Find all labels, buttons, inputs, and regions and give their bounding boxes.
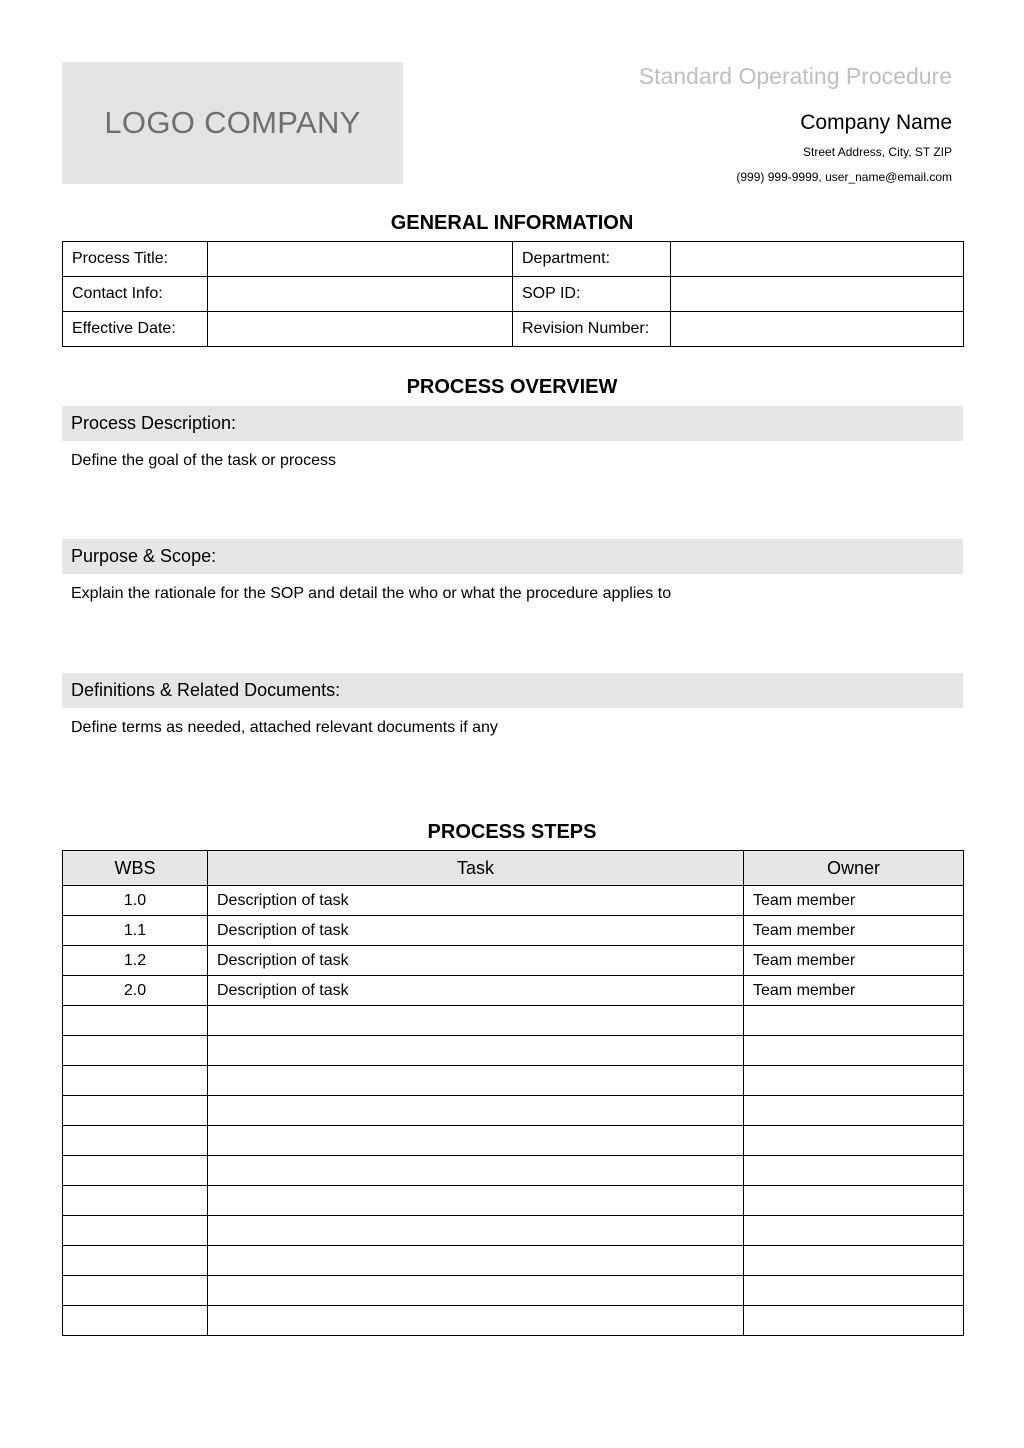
table-row (63, 916, 964, 946)
column-header-owner: Owner (744, 851, 964, 886)
company-address: Street Address, City, ST ZIP (803, 145, 952, 159)
task-cell[interactable]: Description of task (208, 916, 744, 946)
purpose-scope-text[interactable]: Explain the rationale for the SOP and detail the who or what the procedure applies to (71, 585, 672, 602)
owner-cell[interactable] (744, 1186, 964, 1216)
owner-cell[interactable] (744, 1246, 964, 1276)
logo-text: LOGO COMPANY (104, 105, 361, 140)
wbs-cell[interactable] (63, 1066, 208, 1096)
owner-cell[interactable] (744, 1126, 964, 1156)
table-row (63, 1186, 964, 1216)
table-row (63, 242, 964, 277)
contact-info-label: Contact Info: (63, 277, 208, 312)
task-cell[interactable] (208, 1066, 744, 1096)
effective-date-label: Effective Date: (63, 312, 208, 347)
wbs-cell[interactable] (63, 1216, 208, 1246)
task-cell[interactable] (208, 1096, 744, 1126)
owner-cell[interactable] (744, 1216, 964, 1246)
table-row (63, 1036, 964, 1066)
wbs-cell[interactable]: 1.1 (63, 916, 208, 946)
general-information-title: GENERAL INFORMATION (390, 212, 634, 234)
task-cell[interactable] (208, 1156, 744, 1186)
table-row (63, 1246, 964, 1276)
owner-cell[interactable] (744, 1156, 964, 1186)
process-overview-title: PROCESS OVERVIEW (406, 376, 618, 398)
company-name: Company Name (800, 111, 952, 134)
owner-cell[interactable] (744, 1276, 964, 1306)
owner-cell[interactable]: Team member (744, 916, 964, 946)
process-description-heading: Process Description: (62, 406, 963, 441)
wbs-cell[interactable]: 2.0 (63, 976, 208, 1006)
wbs-cell[interactable]: 1.0 (63, 886, 208, 916)
table-row (63, 1306, 964, 1336)
owner-cell[interactable]: Team member (744, 976, 964, 1006)
effective-date-field[interactable] (208, 312, 513, 347)
revision-number-field[interactable] (671, 312, 964, 347)
company-contact: (999) 999-9999, user_name@email.com (736, 170, 952, 184)
column-header-wbs: WBS (63, 851, 208, 886)
owner-cell[interactable] (744, 1096, 964, 1126)
sop-id-label: SOP ID: (513, 277, 671, 312)
wbs-cell[interactable] (63, 1156, 208, 1186)
document-title: Standard Operating Procedure (638, 63, 952, 89)
process-steps-table (62, 850, 964, 1336)
column-header-task: Task (208, 851, 744, 886)
owner-cell[interactable]: Team member (744, 946, 964, 976)
task-cell[interactable] (208, 1186, 744, 1216)
task-cell[interactable] (208, 1276, 744, 1306)
process-description-text[interactable]: Define the goal of the task or process (71, 452, 337, 469)
table-row (63, 1066, 964, 1096)
definitions-text[interactable]: Define terms as needed, attached relevant documents if any (71, 719, 498, 736)
owner-cell[interactable] (744, 1006, 964, 1036)
table-row (63, 1096, 964, 1126)
table-row (63, 277, 964, 312)
task-cell[interactable] (208, 1006, 744, 1036)
table-row (63, 312, 964, 347)
purpose-scope-heading: Purpose & Scope: (62, 539, 963, 574)
process-title-field[interactable] (208, 242, 513, 277)
task-cell[interactable]: Description of task (208, 946, 744, 976)
table-row (63, 1276, 964, 1306)
company-logo (62, 62, 403, 184)
wbs-cell[interactable] (63, 1276, 208, 1306)
table-row (63, 946, 964, 976)
wbs-cell[interactable] (63, 1006, 208, 1036)
wbs-cell[interactable] (63, 1186, 208, 1216)
table-row (63, 1156, 964, 1186)
owner-cell[interactable]: Team member (744, 886, 964, 916)
task-cell[interactable] (208, 1126, 744, 1156)
task-cell[interactable] (208, 1306, 744, 1336)
table-header-row (63, 851, 964, 886)
owner-cell[interactable] (744, 1306, 964, 1336)
department-label: Department: (513, 242, 671, 277)
department-field[interactable] (671, 242, 964, 277)
wbs-cell[interactable] (63, 1246, 208, 1276)
definitions-heading: Definitions & Related Documents: (62, 673, 963, 708)
wbs-cell[interactable] (63, 1036, 208, 1066)
task-cell[interactable] (208, 1216, 744, 1246)
process-steps-title: PROCESS STEPS (427, 821, 597, 843)
owner-cell[interactable] (744, 1036, 964, 1066)
wbs-cell[interactable] (63, 1126, 208, 1156)
contact-info-field[interactable] (208, 277, 513, 312)
task-cell[interactable]: Description of task (208, 976, 744, 1006)
table-row (63, 886, 964, 916)
revision-number-label: Revision Number: (513, 312, 671, 347)
table-row (63, 1216, 964, 1246)
task-cell[interactable] (208, 1036, 744, 1066)
table-row (63, 1126, 964, 1156)
task-cell[interactable] (208, 1246, 744, 1276)
general-information-table (62, 241, 964, 347)
table-row (63, 1006, 964, 1036)
owner-cell[interactable] (744, 1066, 964, 1096)
wbs-cell[interactable] (63, 1096, 208, 1126)
table-row (63, 976, 964, 1006)
wbs-cell[interactable] (63, 1306, 208, 1336)
wbs-cell[interactable]: 1.2 (63, 946, 208, 976)
process-title-label: Process Title: (63, 242, 208, 277)
sop-id-field[interactable] (671, 277, 964, 312)
task-cell[interactable]: Description of task (208, 886, 744, 916)
